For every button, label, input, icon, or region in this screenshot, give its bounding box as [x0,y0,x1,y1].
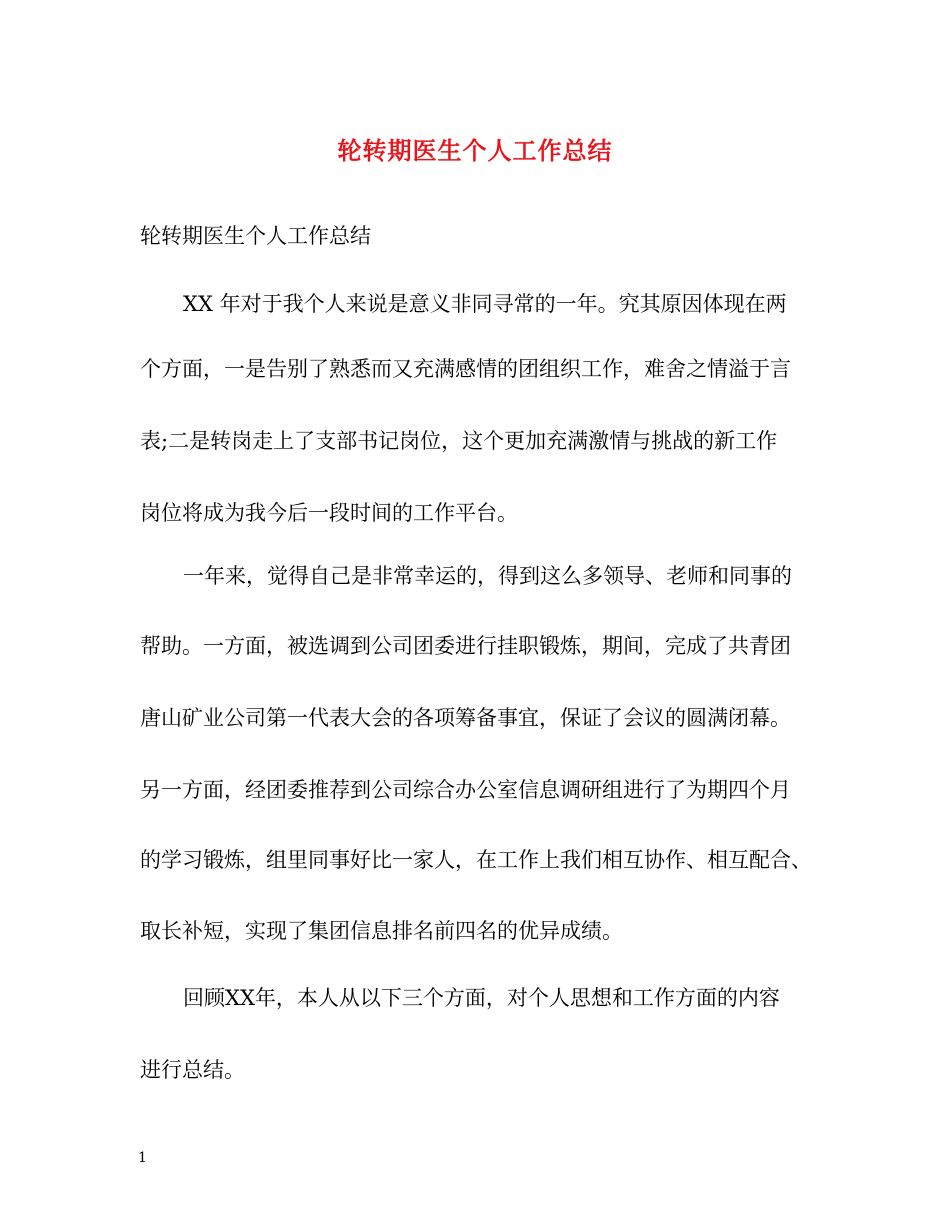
paragraph-2-line-3: 唐山矿业公司第一代表大会的各项筹备事宜，保证了会议的圆满闭幕。 [140,706,791,730]
paragraph-1-line-3: 表;二是转岗走上了支部书记岗位，这个更加充满激情与挑战的新工作 [140,429,778,453]
paragraph-2-line-1: 一年来，觉得自己是非常幸运的，得到这么多领导、老师和同事的 [183,564,792,588]
document-subtitle: 轮转期医生个人工作总结 [140,224,371,248]
paragraph-3-line-2: 进行总结。 [140,1058,245,1082]
paragraph-2-line-2: 帮助。一方面，被选调到公司团委进行挂职锻炼，期间，完成了共青团 [140,634,791,658]
paragraph-2-line-5: 的学习锻炼，组里同事好比一家人，在工作上我们相互协作、相互配合、 [140,848,812,872]
paragraph-1-line-4: 岗位将成为我今后一段时间的工作平台。 [140,501,518,525]
paragraph-2-line-4: 另一方面，经团委推荐到公司综合办公室信息调研组进行了为期四个月 [140,778,791,802]
document-title: 轮转期医生个人工作总结 [337,136,613,165]
paragraph-1-line-1: XX 年对于我个人来说是意义非同寻常的一年。究其原因体现在两 [183,292,787,316]
paragraph-1-line-2: 个方面，一是告别了熟悉而又充满感情的团组织工作，难舍之情溢于言 [140,357,791,381]
page-number: 1 [138,1150,147,1166]
paragraph-3-line-1: 回顾XX年，本人从以下三个方面，对个人思想和工作方面的内容 [183,986,780,1010]
paragraph-2-line-6: 取长补短，实现了集团信息排名前四名的优异成绩。 [140,919,623,943]
